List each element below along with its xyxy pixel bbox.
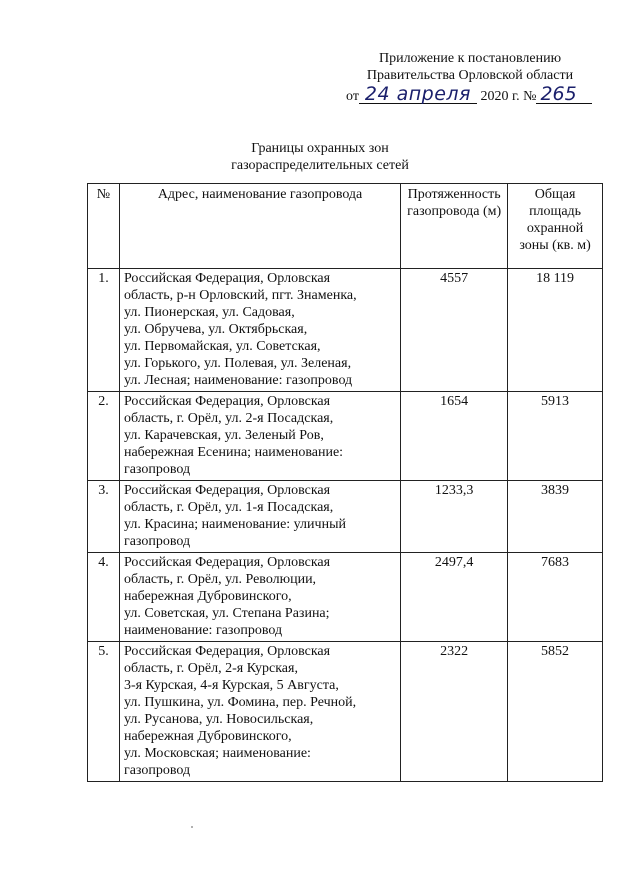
row-length: 2322 — [401, 642, 508, 782]
table-row — [88, 642, 603, 782]
address-line: Российская Федерация, Орловская — [123, 394, 331, 409]
row-number: 2. — [88, 392, 120, 481]
address-line: ул. Русанова, ул. Новосильская, — [123, 712, 314, 727]
row-number: 4. — [88, 553, 120, 642]
address-line: ул. Горького, ул. Полевая, ул. Зеленая, — [123, 356, 352, 371]
address-line: 3-я Курская, 4-я Курская, 5 Августа, — [123, 678, 339, 693]
row-length: 4557 — [401, 269, 508, 392]
header-address: Адрес, наименование газопровода — [119, 184, 400, 269]
appendix-header — [340, 50, 600, 105]
row-area: 5913 — [508, 392, 603, 481]
address-line: газопровод — [123, 462, 191, 477]
title-line-2: газораспределительных сетей — [231, 158, 409, 173]
protection-zones-table — [87, 183, 603, 782]
header-length: Протяженность газопровода (м) — [401, 184, 508, 269]
row-address — [119, 269, 400, 392]
address-line: Российская Федерация, Орловская — [123, 483, 331, 498]
appendix-line-1: Приложение к постановлению — [378, 51, 562, 66]
table-row — [88, 553, 603, 642]
address-line: область, г. Орёл, 2-я Курская, — [123, 661, 298, 676]
address-line: ул. Лесная; наименование: газопровод — [123, 373, 353, 388]
address-line: газопровод — [123, 763, 191, 778]
appendix-date-line — [340, 85, 600, 105]
address-line: область, г. Орёл, ул. 2-я Посадская, — [123, 411, 334, 426]
row-address — [119, 642, 400, 782]
row-address — [119, 553, 400, 642]
scan-speck — [191, 826, 193, 828]
handwritten-date: 24 апреля — [359, 85, 477, 104]
address-line: ул. Пушкина, ул. Фомина, пер. Речной, — [123, 695, 357, 710]
row-length: 1654 — [401, 392, 508, 481]
row-number: 3. — [88, 481, 120, 553]
address-line: область, р-н Орловский, пгт. Знаменка, — [123, 288, 357, 303]
table-header-row — [88, 184, 603, 269]
address-line: Российская Федерация, Орловская — [123, 271, 331, 286]
row-number: 1. — [88, 269, 120, 392]
address-line: ул. Первомайская, ул. Советская, — [123, 339, 321, 354]
address-line: газопровод — [123, 534, 191, 549]
row-address — [119, 392, 400, 481]
address-line: набережная Дубровинского, — [123, 729, 292, 744]
table-row — [88, 269, 603, 392]
row-area: 3839 — [508, 481, 603, 553]
year-text: 2020 г. № — [480, 89, 537, 104]
table-row — [88, 481, 603, 553]
address-line: ул. Обручева, ул. Октябрьская, — [123, 322, 308, 337]
row-length: 2497,4 — [401, 553, 508, 642]
address-line: ул. Пионерская, ул. Садовая, — [123, 305, 295, 320]
row-length: 1233,3 — [401, 481, 508, 553]
address-line: ул. Карачевская, ул. Зеленый Ров, — [123, 428, 324, 443]
row-area: 18 119 — [508, 269, 603, 392]
address-line: набережная Есенина; наименование: — [123, 445, 344, 460]
row-address — [119, 481, 400, 553]
address-line: Российская Федерация, Орловская — [123, 555, 331, 570]
address-line: область, г. Орёл, ул. Революции, — [123, 572, 317, 587]
address-line: ул. Московская; наименование: — [123, 746, 311, 761]
row-area: 7683 — [508, 553, 603, 642]
address-line: область, г. Орёл, ул. 1-я Посадская, — [123, 500, 334, 515]
document-title — [0, 140, 640, 174]
address-line: Российская Федерация, Орловская — [123, 644, 331, 659]
table-body — [88, 269, 603, 782]
header-number: № — [88, 184, 120, 269]
row-number: 5. — [88, 642, 120, 782]
date-prefix: от — [346, 89, 359, 104]
address-line: ул. Красина; наименование: уличный — [123, 517, 346, 532]
address-line: ул. Советская, ул. Степана Разина; — [123, 606, 330, 621]
header-area: Общая площадь охранной зоны (кв. м) — [508, 184, 603, 269]
row-area: 5852 — [508, 642, 603, 782]
address-line: наименование: газопровод — [123, 623, 283, 638]
handwritten-number: 265 — [536, 85, 592, 104]
table-row — [88, 392, 603, 481]
title-line-1: Границы охранных зон — [251, 141, 389, 156]
appendix-line-2: Правительства Орловской области — [366, 68, 574, 83]
address-line: набережная Дубровинского, — [123, 589, 292, 604]
